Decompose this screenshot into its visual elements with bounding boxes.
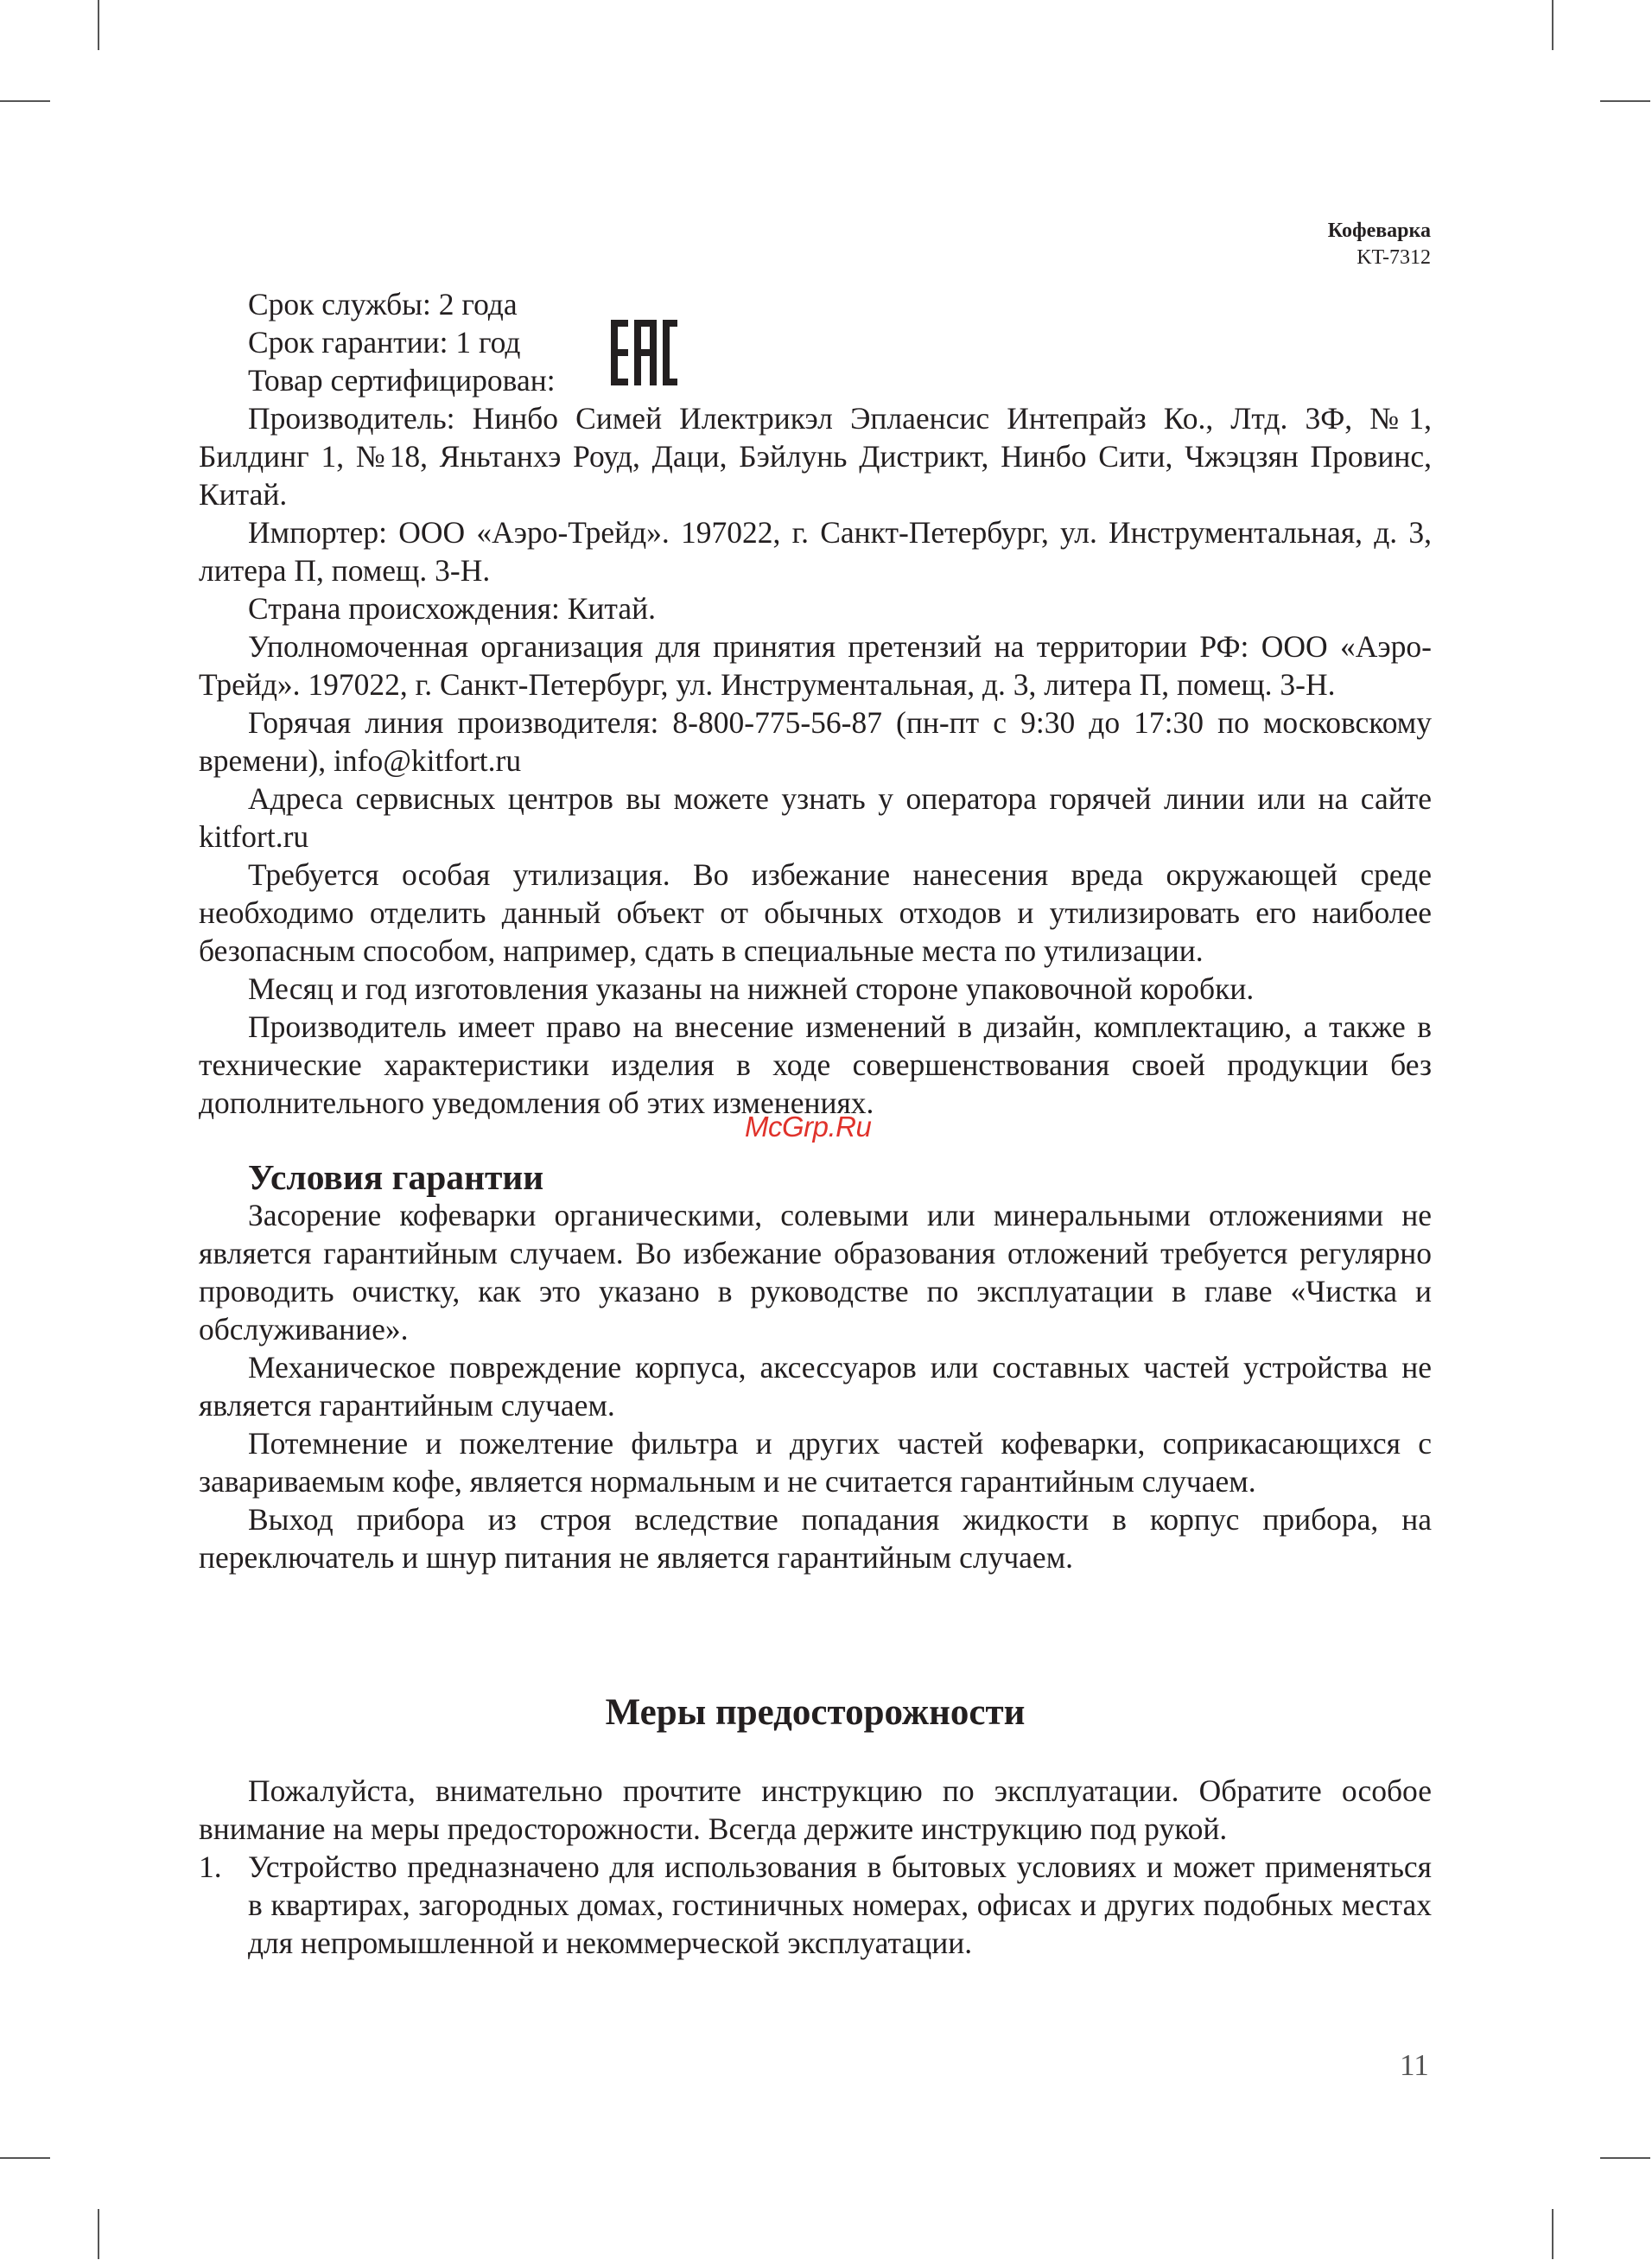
warranty-period: Срок гарантии: 1 год [248,325,521,360]
certified-label: Товар сертифицирован: [248,363,556,398]
disposal-info: Требуется особая утилизация. Во избежание нанесения вреда окружающей среде необходимо отделить данный объект от обычных отходов и утилизировать его наиболее безопасным способом, например, сдать в специальные места по утилизации. [199,857,1432,968]
manufacture-date-info: Месяц и год изготовления указаны на нижней стороне упаковочной коробки. [248,971,1255,1006]
design-changes-info: Производитель имеет право на внесение изменений в дизайн, комплектацию, а также в технические характеристики изделия в ходе совершенствования своей продукции без дополнительного уведомления об этих изменениях. [199,1009,1432,1120]
crop-mark-bottom-right-h [1600,2157,1650,2159]
list-item-text: Устройство предназначено для использования в бытовых условиях и может применяться в квартирах, загородных домах, гостиничных номерах, офисах и других подобных местах для непромышленной и некоммерческой эксплуатации. [248,1849,1432,1960]
crop-mark-top-left [98,0,99,50]
eac-certification-mark [609,318,679,387]
warranty-paragraph: Засорение кофеварки органическими, солевыми или минеральными отложениями не является гарантийным случаем. Во избежание образования отложений требуется регулярно проводить очистку, как это указано в руководстве по эксплуатации в главе «Чистка и обслуживание». [199,1198,1432,1346]
crop-mark-top-right [1552,0,1554,50]
model-number: KT-7312 [1357,246,1431,269]
crop-mark-top-left-h [0,100,50,102]
watermark: McGrp.Ru [745,1111,872,1143]
country-of-origin: Страна происхождения: Китай. [248,591,657,626]
importer-info: Импортер: ООО «Аэро-Трейд». 197022, г. Санкт-Петербург, ул. Инструментальная, д. 3, литера П, помещ. 3-Н. [199,515,1432,588]
warranty-paragraph: Потемнение и пожелтение фильтра и других частей кофеварки, соприкасающихся с завариваемым кофе, является нормальным и не считается гарантийным случаем. [199,1426,1432,1499]
product-name: Кофеварка [1327,220,1431,242]
authorized-organization: Уполномоченная организация для принятия претензий на территории РФ: ООО «Аэро-Трейд». 197022, г. Санкт-Петербург, ул. Инструментальная, д. 3, литера П, помещ. 3-Н. [199,629,1432,702]
certification-block [199,285,1432,399]
precautions-intro: Пожалуйста, внимательно прочтите инструкцию по эксплуатации. Обратите особое внимание на меры предосторожности. Всегда держите инструкцию под рукой. [199,1773,1432,1846]
warranty-paragraph: Выход прибора из строя вследствие попадания жидкости в корпус прибора, на переключатель и шнур питания не является гарантийным случаем. [199,1502,1432,1575]
crop-mark-bottom-left-h [0,2157,50,2159]
running-header [1328,218,1431,271]
list-item [199,1848,1432,1962]
crop-mark-bottom-left [98,2209,99,2259]
precautions-heading: Меры предосторожности [605,1692,1026,1733]
service-life: Срок службы: 2 года [248,287,518,321]
crop-mark-top-right-h [1600,100,1650,102]
manufacturer-info: Производитель: Нинбо Симей Илектрикэл Эплаенсис Интепрайз Ко., Лтд. 3Ф, №1, Билдинг 1, №18, Яньтанхэ Роуд, Даци, Бэйлунь Дистрикт, Нинбо Сити, Чжэцзян Провинс, Китай. [199,401,1432,512]
crop-mark-bottom-right [1552,2209,1554,2259]
hotline-info: Горячая линия производителя: 8-800-775-56-87 (пн-пт с 9:30 до 17:30 по московскому времени), info@kitfort.ru [199,705,1432,778]
service-centers-info: Адреса сервисных центров вы можете узнать у оператора горячей линии или на сайте kitfort.ru [199,781,1432,854]
list-item-number: 1. [199,1849,222,1884]
warranty-paragraph: Механическое повреждение корпуса, аксессуаров или составных частей устройства не является гарантийным случаем. [199,1350,1432,1423]
warranty-heading: Условия гарантии [248,1157,544,1197]
page-number: 11 [1400,2048,1429,2082]
